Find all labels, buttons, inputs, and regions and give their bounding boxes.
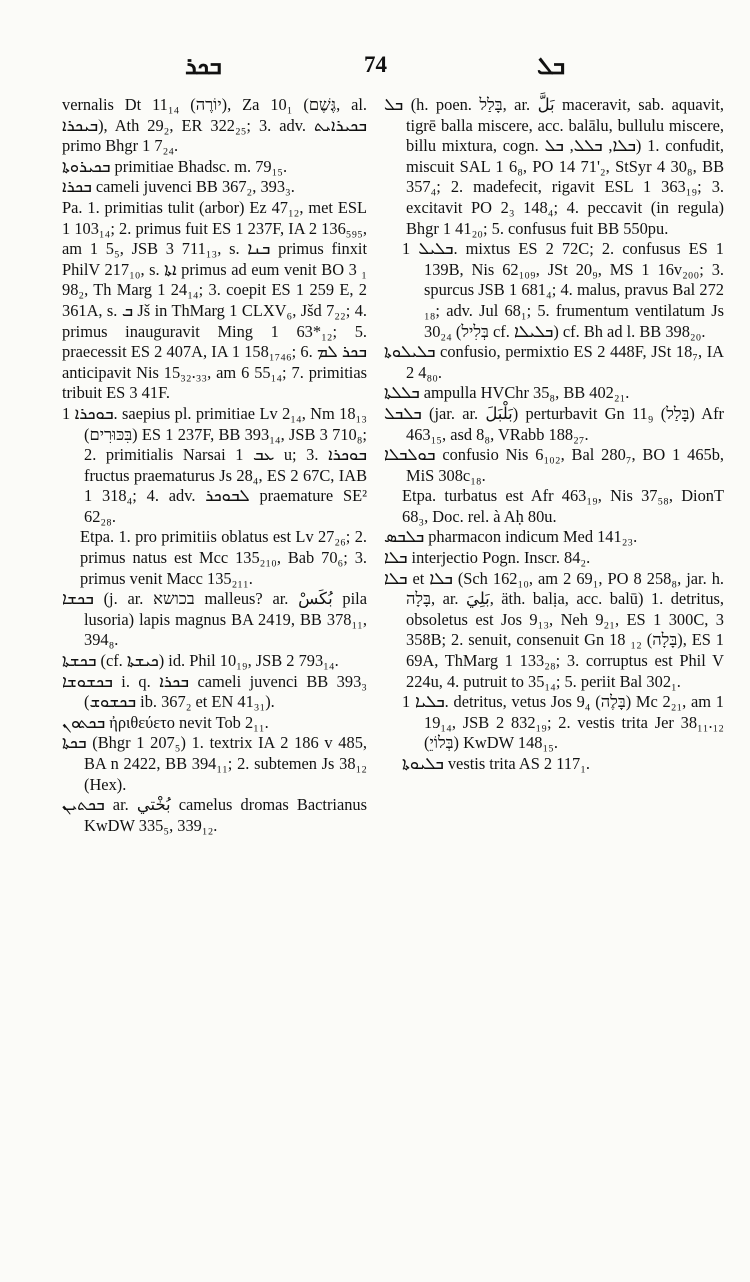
entry-bukra: ܒܘܟܪܐ 1. saepius pl. primitiae Lv 2₁₄, Nm 18₁₃ (בִּכּוּרִים) ES 1 237F, BB 393₁₄, JSB 3 710₈; 2. primitialis Narsai 1 ܥܒ u; 3. ܒܘܟܪܐ fructus praematurus Js 28₄, ES 2 67C, IAB 1 318₄; 4. adv. ܠܒܘܟܪ praemature SE² 62₂₈. bbox=[62, 403, 367, 526]
left-headword: ܒܟܪ bbox=[185, 54, 222, 80]
entry-continuation: vernalis Dt 11₁₄ (יוֹרֶה), Za 10₁ (גֶּשֶׁם, al. ܒܝܟܪܐ), Ath 29₂, ER 322₂₅; 3. adv. ܒܟܝܪܐܝܬ primo Bhgr 1 7₂₄. bbox=[62, 95, 367, 156]
entry-etpaal-right: Etpa. turbatus est Afr 463₁₉, Nis 37₅₈, DionT 68₃, Doc. rel. à Aḥ 80u. bbox=[402, 486, 724, 526]
entry-balbas: ܒܠܒܣ pharmacon indicum Med 141₂₃. bbox=[384, 527, 638, 547]
entry-bkashta: ܒܟܫܬܐ (cf. ܟܝܫܬܐ) id. Phil 10₁₉, JSB 2 793₁₄. bbox=[62, 651, 339, 671]
entry-bkirutha: ܒܟܝܪܘܬܐ primitiae Bhadsc. m. 79₁₅. bbox=[62, 156, 288, 176]
entry-blayutha: ܒܠܝܘܬܐ vestis trita AS 2 117₁. bbox=[402, 754, 591, 773]
entry-bakta: ܒܟܬܐ (Bhgr 1 207₅) 1. textrix IA 2 186 v 485, BA n 2422, BB 394₁₁; 2. subtemen Js 38₁₂ (Hex). bbox=[62, 733, 367, 794]
entry-bla: ܒܠܐ et ܒܠܐ (Sch 162₁₀, am 2 69₁, PO 8 258₈, jar. h. בָּלָה, ar. بَلِيَ, äth. balịa, acc. balū) 1. detritus, obsoletus est Jos 9₁₃, Neh 9₂₁, ES 1 300C, 3 358B; 2. senuit, consenuit Gn 18 ₁₂ (בָּלָה), ES 1 69A, ThMarg 1 133₂₈; 3. corruptus est Phil V 224u, 4. putruit to 35₁₄; 5. periit Bal 302₁. bbox=[384, 568, 725, 691]
right-headword: ܒܠ bbox=[537, 54, 566, 80]
entry-bkasha: ܒܟܫܐ (j. ar. בכושא malleus? ar. بُكَسْ pila lusoria) lapis magnus BA 2419, BB 378₁₁, 394₈. bbox=[62, 589, 367, 650]
entry-blalta: ܒܠܠܬܐ ampulla HVChr 35₈, BB 402₂₁. bbox=[384, 383, 630, 403]
entry-blilutha: ܒܠܝܠܘܬܐ confusio, permixtio ES 2 448F, JSt 18₇, IA 2 4₈₀. bbox=[384, 342, 724, 382]
entry-balbel: ܒܠܒܠ (jar. ar. بَلْبَلَ) perturbavit Gn 11₉ (בָּלַל) Afr 463₁₅, asd 8₈, VRabb 188₂₇. bbox=[384, 403, 724, 444]
entry-bulbala: ܒܘܠܒܠܐ confusio Nis 6₁₀₂, Bal 280₇, BO 1 465b, MiS 308c₁₈. bbox=[384, 445, 724, 485]
page-number: 74 bbox=[364, 52, 387, 77]
entry-bal: ܒܠ (h. poen. בָּלַל, ar. بَلَّ maceravit, sab. aquavit, tigrē balla miscere, acc. balālu, bullulu miscere, billu mixtura, cogn. ܒܠܐ, ܒܠܠ, ܒܠ) 1. confudit, miscuit SAL 1 6₈, PO 14 71'₂, StSyr 4 30₈, BB 357₄; 2. madefecit, rigavit ESL 1 363₁₉; 3. excitavit PO 2₃ 148₄; 4. peccavit (in regula) Bhgr 1 41₂₀; 5. confusus fuit BB 550pu. bbox=[384, 95, 725, 238]
entry-blil: ܒܠܝܠ 1. mixtus ES 2 72C; 2. confusus ES 1 139B, Nis 62₁₀₉, JSt 20₉, MS 1 16v₂₀₀; 3. spurcus JSB 1 681₄; 4. malus, pravus Bal 272 ₁₈; adv. Jul 68₁; 5. frumentum ventilatum Js 30₂₄ (בְּלִיל cf. ܒܠܝܠܐ) cf. Bh ad l. BB 398₂₀. bbox=[402, 239, 724, 341]
right-column bbox=[384, 95, 724, 775]
entry-bktun: ܒܟܬܘܢ ἠριθεύετο nevit Tob 2₁₁. bbox=[62, 712, 269, 732]
entry-bkashusha: ܒܟܫܘܫܐ i. q. ܒܟܪܐ cameli juvenci BB 393₃ (ܒܟܫܘܫ ib. 367₂ et EN 41₃₁). bbox=[62, 671, 367, 712]
entry-pael: Pa. 1. primitias tulit (arbor) Ez 47₁₂, met ESL 1 103₁₄; 2. primus fuit ES 1 237F, IA 2 136₅₉₅, am 1 5₅, JSB 3 711₁₃, s. ܒܢܐ primus finxit PhilV 217₁₀, s. ܐܬܐ primus ad eum venit BO 3 ₁ 98₂, Th Marg 1 24₁₄; 3. coepit ES 1 259 E, 2 361A, s. ܒ Jš in ThMarg 1 CLXV₆, Jšd 7₂₂; 4. primus inauguravit Ming 1 63*₁₂; 5. praecessit ES 2 407A, IA 1 158₁₇₄₆; 6. ܒܟܪ ܠܡ anticipavit Nis 15₃₂.₃₃, am 6 55₁₄; 7. primitias tribuit ES 3 41F. bbox=[62, 197, 368, 403]
running-header bbox=[0, 48, 750, 88]
entry-interjection: ܒܠܐ interjectio Pogn. Inscr. 84₂. bbox=[384, 548, 591, 568]
left-column bbox=[62, 95, 367, 836]
entry-bktin: ܒܟܬܝܢ ar. بُخْتي camelus dromas Bactrianus KwDW 335₅, 339₁₂. bbox=[62, 795, 368, 835]
entry-etpaal: Etpa. 1. pro primitiis oblatus est Lv 27₂₆; 2. primus natus est Mcc 135₂₁₀, Bab 70₆; 3. primus venit Macc 135₂₁₁. bbox=[80, 527, 367, 588]
entry-bakra: ܒܟܪܐ cameli juvenci BB 367₂, 393₃. bbox=[62, 177, 295, 197]
entry-blaya: ܒܠܝܐ 1. detritus, vetus Jos 9₄ (בָּלֶה) Mc 2₂₁, am 1 19₁₄, JSB 2 832₁₉; 2. vestis trita Jer 38₁₁.₁₂ (בְּלוֹיֵ) KwDW 148₁₅. bbox=[402, 692, 724, 753]
